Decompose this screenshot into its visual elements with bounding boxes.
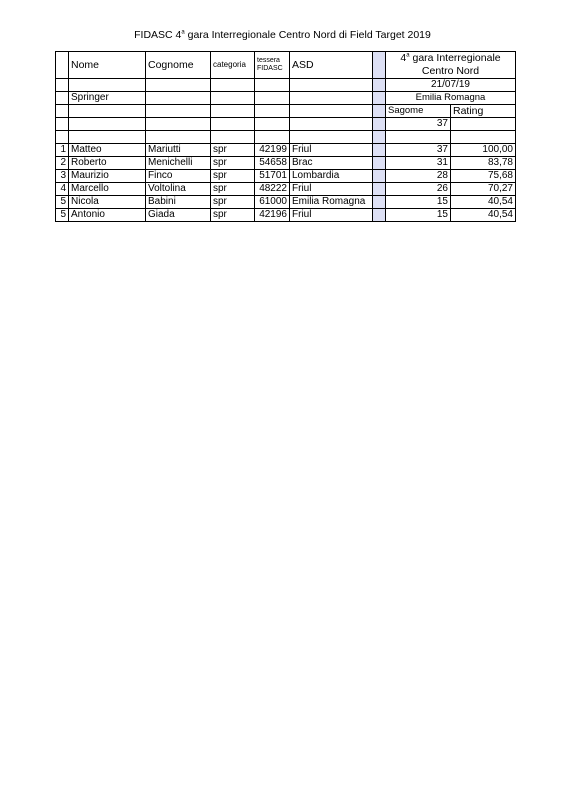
position-cell: 5 [56,196,69,209]
asd-cell: Emilia Romagna [290,196,373,209]
empty-cell [69,79,146,92]
asd-cell: Brac [290,157,373,170]
position-cell: 4 [56,183,69,196]
position-cell: 5 [56,209,69,222]
tessera-cell: 42199 [255,144,290,157]
empty-cell [211,118,255,131]
nome-cell: Matteo [69,144,146,157]
empty-cell [451,131,516,144]
empty-cell [290,118,373,131]
empty-cell [255,105,290,118]
sagome-cell: 15 [386,209,451,222]
empty-cell [290,131,373,144]
position-cell: 3 [56,170,69,183]
tessera-cell: 48222 [255,183,290,196]
tessera-cell: 61000 [255,196,290,209]
categoria-cell: spr [211,183,255,196]
cognome-cell: Babini [146,196,211,209]
position-cell: 2 [56,157,69,170]
rating-cell: 83,78 [451,157,516,170]
table-row [56,183,516,196]
title-prefix: FIDASC 4 [134,29,182,41]
categoria-cell: spr [211,144,255,157]
empty-cell [69,105,146,118]
competition-name-superscript: a [406,52,410,59]
separator-cell [373,92,386,105]
separator-cell [373,196,386,209]
header-row [56,52,516,79]
rating-cell: 100,00 [451,144,516,157]
nome-cell: Nicola [69,196,146,209]
competition-date: 21/07/19 [386,79,516,92]
empty-cell [56,92,69,105]
separator-cell [373,105,386,118]
nome-cell: Marcello [69,183,146,196]
table-row [56,196,516,209]
table-row [56,157,516,170]
empty-cell [211,131,255,144]
category-label: Springer [69,92,146,105]
max-sagome: 37 [386,118,451,131]
asd-cell: Friul [290,209,373,222]
empty-cell [386,131,451,144]
table-row [56,209,516,222]
categoria-header: categoria [211,52,255,79]
empty-cell [211,92,255,105]
date-row [56,79,516,92]
cognome-cell: Mariutti [146,144,211,157]
tessera-cell: 54658 [255,157,290,170]
empty-cell [451,118,516,131]
separator-cell [373,209,386,222]
rating-cell: 40,54 [451,196,516,209]
rating-header: Rating [451,105,516,118]
cognome-header: Cognome [146,52,211,79]
sagome-cell: 15 [386,196,451,209]
categoria-cell: spr [211,209,255,222]
title-suffix: gara Interregionale Centro Nord di Field Target 2019 [184,29,431,41]
sagome-cell: 31 [386,157,451,170]
empty-cell [69,131,146,144]
empty-cell [211,105,255,118]
separator-cell [373,170,386,183]
sagome-cell: 37 [386,144,451,157]
nome-header: Nome [69,52,146,79]
empty-cell [56,79,69,92]
table-row [56,170,516,183]
page-title [0,29,565,41]
empty-cell [56,118,69,131]
nome-cell: Roberto [69,157,146,170]
empty-cell [69,118,146,131]
asd-cell: Lombardia [290,170,373,183]
empty-cell [146,105,211,118]
category-row [56,92,516,105]
tessera-cell: 51701 [255,170,290,183]
tessera-header [255,52,290,79]
rating-cell: 75,68 [451,170,516,183]
table-row [56,144,516,157]
empty-cell [211,79,255,92]
sagome-cell: 26 [386,183,451,196]
tessera-header-line1: tessera [257,57,280,64]
empty-cell [290,92,373,105]
tessera-header-line2: FIDASC [257,65,283,72]
empty-cell [290,105,373,118]
empty-cell [146,92,211,105]
asd-cell: Friul [290,183,373,196]
separator-cell [373,79,386,92]
pos-header [56,52,69,79]
empty-cell [290,79,373,92]
competition-name-line1: gara Interregionale [409,52,501,64]
cognome-cell: Giada [146,209,211,222]
nome-cell: Maurizio [69,170,146,183]
cognome-cell: Menichelli [146,157,211,170]
position-cell: 1 [56,144,69,157]
max-row [56,118,516,131]
competition-host: Emilia Romagna [386,92,516,105]
subheader-row [56,105,516,118]
empty-cell [255,131,290,144]
spacer-row [56,131,516,144]
categoria-cell: spr [211,157,255,170]
competition-name [386,52,516,79]
empty-cell [255,92,290,105]
nome-cell: Antonio [69,209,146,222]
asd-cell: Friul [290,144,373,157]
rating-cell: 70,27 [451,183,516,196]
sagome-header: Sagome [386,105,451,118]
competition-name-line2: Centro Nord [421,65,480,77]
empty-cell [146,79,211,92]
categoria-cell: spr [211,170,255,183]
cognome-cell: Finco [146,170,211,183]
empty-cell [255,118,290,131]
sagome-cell: 28 [386,170,451,183]
empty-cell [146,118,211,131]
separator-cell [373,157,386,170]
empty-cell [146,131,211,144]
separator-cell [373,118,386,131]
data-rows [56,144,516,222]
cognome-cell: Voltolina [146,183,211,196]
empty-cell [255,79,290,92]
separator-cell [373,131,386,144]
empty-cell [56,105,69,118]
empty-cell [56,131,69,144]
rating-cell: 40,54 [451,209,516,222]
competition-name-prefix: 4 [400,52,407,64]
asd-header: ASD [290,52,373,79]
tessera-cell: 42196 [255,209,290,222]
title-superscript: a [181,29,185,36]
ranking-table [55,51,516,222]
separator-cell [373,183,386,196]
separator-cell [373,52,386,79]
categoria-cell: spr [211,196,255,209]
separator-cell [373,144,386,157]
